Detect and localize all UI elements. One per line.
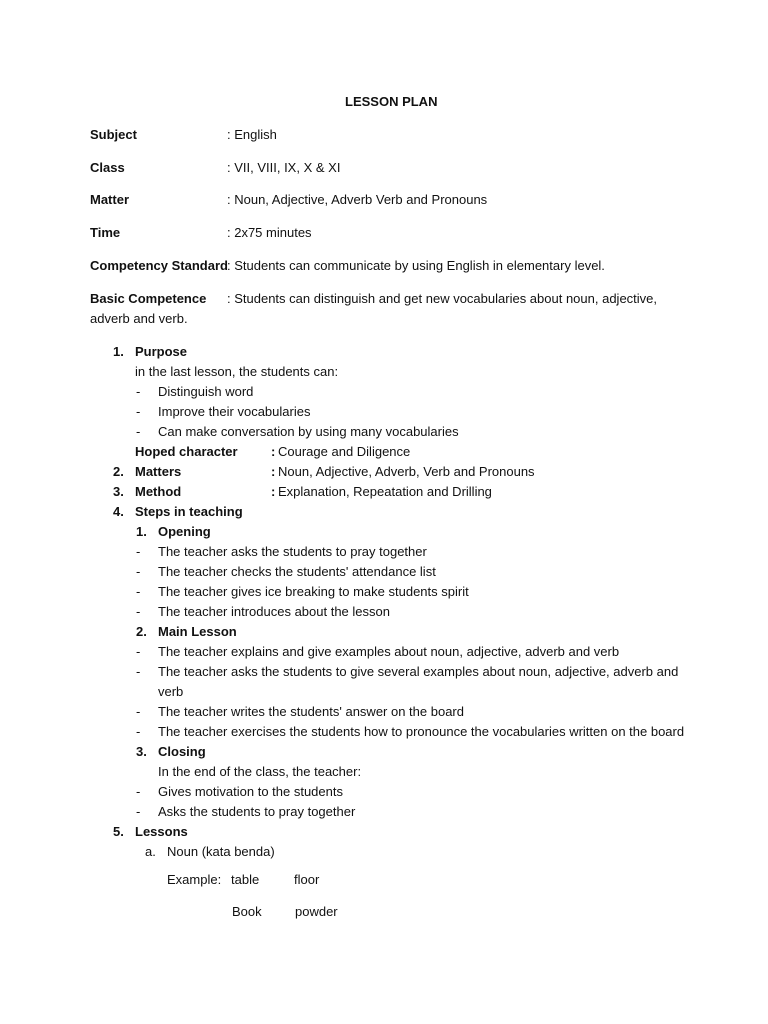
bullet-dash (136, 704, 140, 720)
section-number-lessons: 5. (113, 824, 124, 839)
field-label-time: Time (90, 225, 121, 240)
main-lesson-item-continued: verb (158, 684, 184, 699)
section-heading-method: Method (135, 484, 182, 499)
field-label-class: Class (90, 160, 125, 175)
bullet-dash (136, 644, 140, 660)
bullet-dash (136, 724, 140, 740)
field-label-matter: Matter (90, 192, 130, 207)
bullet-dash (136, 424, 140, 440)
example-label: Example: (167, 872, 222, 887)
purpose-intro: in the last lesson, the students can: (135, 364, 339, 379)
example-word: Book (232, 904, 262, 919)
main-lesson-item: The teacher writes the students' answer on the board (158, 704, 464, 719)
purpose-item: Can make conversation by using many vocabularies (158, 424, 459, 439)
subsection-heading-closing: Closing (158, 744, 206, 759)
main-lesson-item: The teacher asks the students to give several examples about noun, adjective, adverb and (158, 664, 679, 679)
field-value-matter: : Noun, Adjective, Adverb Verb and Pronouns (227, 192, 488, 207)
example-word: powder (295, 904, 338, 919)
section-number-method: 3. (113, 484, 124, 499)
section-heading-lessons: Lessons (135, 824, 188, 839)
field-value-subject: : English (227, 127, 277, 142)
method-value: Explanation, Repeatation and Drilling (278, 484, 492, 499)
subsection-number-opening: 1. (136, 524, 147, 539)
opening-item: The teacher gives ice breaking to make students spirit (158, 584, 469, 599)
section-heading-purpose: Purpose (135, 344, 188, 359)
opening-item: The teacher checks the students' attendance list (158, 564, 436, 579)
opening-item: The teacher introduces about the lesson (158, 604, 390, 619)
bullet-dash (136, 584, 140, 600)
subsection-heading-opening: Opening (158, 524, 211, 539)
bullet-dash (136, 404, 140, 420)
example-word: floor (294, 872, 320, 887)
purpose-item: Distinguish word (158, 384, 254, 399)
field-label-basic-competence: Basic Competence (90, 291, 207, 306)
colon: : (271, 464, 276, 479)
lesson-sub-title: Noun (kata benda) (167, 844, 275, 859)
section-number-matters: 2. (113, 464, 124, 479)
field-value-basic-competence: : Students can distinguish and get new vocabularies about noun, adjective, (227, 291, 658, 306)
field-label-competency-standard: Competency Standard (90, 258, 228, 273)
closing-item: Gives motivation to the students (158, 784, 343, 799)
section-number-steps: 4. (113, 504, 124, 519)
section-heading-matters: Matters (135, 464, 182, 479)
field-value-competency-standard: : Students can communicate by using English in elementary level. (227, 258, 605, 273)
section-heading-steps: Steps in teaching (135, 504, 243, 519)
section-number-purpose: 1. (113, 344, 124, 359)
bullet-dash (136, 784, 140, 800)
subsection-heading-main-lesson: Main Lesson (158, 624, 237, 639)
main-lesson-item: The teacher explains and give examples about noun, adjective, adverb and verb (158, 644, 620, 659)
field-label-subject: Subject (90, 127, 137, 142)
bullet-dash (136, 664, 140, 680)
subsection-number-main-lesson: 2. (136, 624, 147, 639)
bullet-dash (136, 384, 140, 400)
field-value-basic-competence-continued: adverb and verb. (90, 311, 188, 326)
main-lesson-item: The teacher exercises the students how to pronounce the vocabularies written on the board (158, 724, 685, 739)
colon: : (271, 444, 276, 459)
purpose-item: Improve their vocabularies (158, 404, 311, 419)
bullet-dash (136, 564, 140, 580)
subsection-number-closing: 3. (136, 744, 147, 759)
closing-item: Asks the students to pray together (158, 804, 356, 819)
matters-value: Noun, Adjective, Adverb, Verb and Pronouns (278, 464, 535, 479)
lesson-sub-letter: a. (145, 844, 156, 859)
hoped-character-value: Courage and Diligence (278, 444, 411, 459)
field-value-class: : VII, VIII, IX, X & XI (227, 160, 341, 175)
bullet-dash (136, 604, 140, 620)
page-title: LESSON PLAN (345, 94, 438, 109)
opening-item: The teacher asks the students to pray together (158, 544, 427, 559)
bullet-dash (136, 804, 140, 820)
bullet-dash (136, 544, 140, 560)
colon: : (271, 484, 276, 499)
field-value-time: : 2x75 minutes (227, 225, 312, 240)
example-word: table (231, 872, 260, 887)
closing-intro: In the end of the class, the teacher: (158, 764, 362, 779)
hoped-character-label: Hoped character (135, 444, 238, 459)
